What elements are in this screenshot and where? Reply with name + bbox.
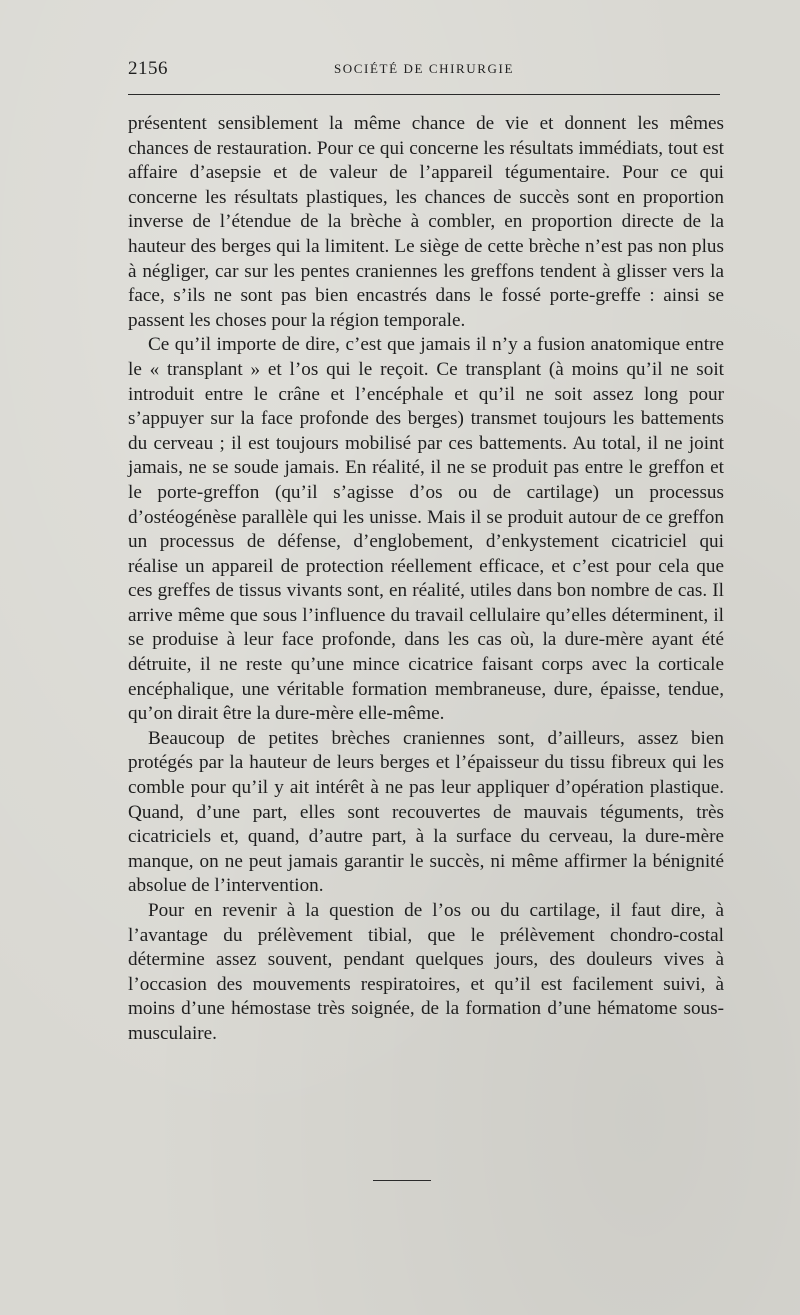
closing-rule: [373, 1180, 431, 1181]
body-text: [128, 112, 724, 1047]
paragraph-2: Ce qu’il importe de dire, c’est que jamais il n’y a fusion anatomique entre le « transplant » et l’os qui le reçoit. Ce transplant (à moins qu’il ne soit introduit entre le crâne et l’encéphale et qu’il ne soit assez long pour s’appuyer sur la face profonde des berges) transmet toujours les battements du cerveau ; il est toujours mobilisé par ces battements. Au total, il ne joint jamais, ne se soude jamais. En réalité, il ne se produit pas entre le greffon et le porte-greffon (qu’il s’agisse d’os ou de cartilage) un processus d’ostéogénèse parallèle qui les unisse. Mais il se produit autour de ce greffon un processus de défense, d’englobement, d’enkystement cicatriciel qui réalise un appareil de protection réellement efficace, et c’est pour cela que ces greffes de tissus vivants sont, en réalité, utiles dans bon nombre de cas. Il arrive même que sous l’influence du travail cellulaire qu’elles déterminent, il se produise à leur face profonde, dans les cas où, la dure-mère ayant été détruite, il ne reste qu’une mince cicatrice faisant corps avec la corticale encéphalique, une véritable formation membraneuse, dure, épaisse, tendue, qu’on dirait être la dure-mère elle-même.: [128, 334, 724, 725]
running-title: SOCIÉTÉ DE CHIRURGIE: [333, 61, 515, 76]
paragraph-1: présentent sensiblement la même chance de vie et donnent les mêmes chances de restauration. Pour ce qui concerne les résultats immédiats, tout est affaire d’asepsie et de valeur de l’appareil tégumentaire. Pour ce qui concerne les résultats plastiques, les chances de succès sont en proportion inverse de l’étendue de la brèche à combler, en proportion directe de la hauteur des berges qui la limitent. Le siège de cette brèche n’est pas non plus à négliger, car sur les pentes craniennes les greffons tendent à glisser vers la face, s’ils ne sont pas bien encastrés dans le fossé porte-greffe : ainsi se passent les choses pour la région temporale.: [128, 113, 724, 331]
page-header: [128, 58, 720, 82]
paragraph-3: Beaucoup de petites brèches craniennes sont, d’ailleurs, assez bien protégés par la hauteur de leurs berges et l’épaisseur du tissu fibreux qui les comble pour qu’il y ait intérêt à ne pas leur appliquer d’opération plastique. Quand, d’une part, elles sont recouvertes de mauvais téguments, très cicatriciels et, quand, d’autre part, à la surface du cerveau, la dure-mère manque, on ne peut jamais garantir le succès, ni même affirmer la bénignité absolue de l’intervention.: [128, 727, 724, 897]
page-number: 2156: [128, 58, 168, 79]
paragraph-4: Pour en revenir à la question de l’os ou du cartilage, il faut dire, à l’avantage du prélèvement tibial, que le prélèvement chondro-costal détermine assez souvent, pendant quelques jours, des douleurs vives à l’occasion des mouvements respiratoires, et qu’il est facilement suivi, à moins d’une hémostase très soignée, de la formation d’une hématome sous-musculaire.: [128, 900, 724, 1044]
header-rule: [128, 94, 720, 95]
